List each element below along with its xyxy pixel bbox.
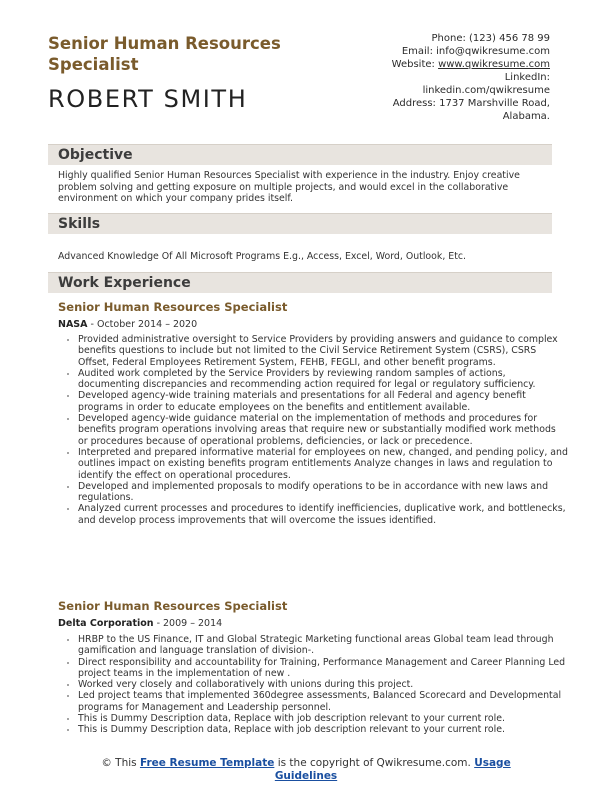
list-item: • Interpreted and prepared informative material for employees on new, changed, and pending policy, and outlines impact on existing benefits program entitlements Analyze changes in laws and regulation to identify the effect on operational procedures. — [78, 447, 568, 481]
contact-website — [320, 58, 550, 71]
list-item: • This is Dummy Description data, Replace with job description relevant to your current role. — [78, 713, 568, 724]
contact-address-line2: Alabama. — [502, 111, 550, 122]
list-item: • Led project teams that implemented 360degree assessments, Balanced Scorecard and Developmental programs for Management and Leadership personnel. — [78, 690, 568, 713]
job-1-company: NASA — [58, 319, 88, 330]
list-item: • Audited work completed by the Service Providers by reviewing random samples of actions, documenting discrepancies and recommending action required for legal or regulatory sufficiency. — [78, 368, 568, 391]
skills-section-header — [48, 213, 552, 234]
website-label: Website: — [391, 59, 439, 70]
job-2-company-line — [58, 618, 222, 630]
contact-address-line1: Address: 1737 Marshville Road, — [392, 98, 550, 109]
job-1-dates: - October 2014 – 2020 — [87, 319, 198, 330]
job-1-company-line — [58, 319, 197, 331]
header-job-title: Senior Human Resources Specialist — [48, 34, 281, 74]
experience-section-header — [48, 272, 552, 293]
contact-email: Email: info@qwikresume.com — [401, 46, 550, 57]
job-2-dates: - 2009 – 2014 — [153, 618, 223, 629]
list-item: • This is Dummy Description data, Replace with job description relevant to your current role. — [78, 724, 568, 735]
free-resume-template-link[interactable]: Free Resume Template — [139, 757, 275, 769]
objective-text: Highly qualified Senior Human Resources Specialist with experience in the industry. Enjoy creative problem solving and getting exposure on multiple projects, and would excel in the collaborative environment on which your company prides itself. — [58, 170, 520, 205]
footer-copyright — [48, 757, 564, 783]
job-1-bullets — [62, 334, 568, 526]
list-item: • Worked very closely and collaboratively with unions during this project. — [78, 679, 568, 690]
objective-heading: Objective — [58, 147, 133, 163]
usage-guidelines-link-part2[interactable]: Guidelines — [274, 770, 338, 782]
footer-middle: is the copyright of Qwikresume.com. — [274, 757, 475, 769]
list-item: • Developed agency-wide training materials and presentations for all Federal and agency benefit programs in order to educate employees on the benefits and entitlement available. — [78, 390, 568, 413]
objective-section-header — [48, 144, 552, 165]
contact-linkedin-label: LinkedIn: — [504, 72, 550, 83]
list-item: • Developed and implemented proposals to modify operations to be in accordance with new laws and regulations. — [78, 481, 568, 504]
experience-heading: Work Experience — [58, 275, 191, 291]
usage-guidelines-link-part1[interactable]: Usage — [474, 757, 511, 769]
skills-heading: Skills — [58, 216, 101, 232]
skills-text: Advanced Knowledge Of All Microsoft Programs E.g., Access, Excel, Word, Outlook, Etc. — [58, 251, 467, 262]
footer-prefix: © This — [101, 757, 140, 769]
job-2-role: Senior Human Resources Specialist — [58, 599, 288, 613]
job-2-bullets — [62, 634, 568, 736]
job-2-company: Delta Corporation — [58, 618, 154, 629]
contact-phone: Phone: (123) 456 78 99 — [431, 33, 550, 44]
list-item: • HRBP to the US Finance, IT and Global Strategic Marketing functional areas Global team lead through gamification and language translation of division-. — [78, 634, 568, 657]
list-item: • Direct responsibility and accountability for Training, Performance Management and Career Planning Led project teams in the implementation of new . — [78, 657, 568, 680]
job-1-role: Senior Human Resources Specialist — [58, 300, 288, 314]
contact-block — [320, 32, 550, 123]
list-item: • Analyzed current processes and procedures to identify inefficiencies, duplicative work, and bottlenecks, and develop process improvements that will overcome the issues identified. — [78, 503, 568, 526]
list-item: • Developed agency-wide guidance material on the implementation of methods and procedures for benefits program operations involving areas that require new or substantially modified work methods or procedures because of operational problems, deficiencies, or lack or precedence. — [78, 413, 568, 447]
contact-linkedin-url: linkedin.com/qwikresume — [422, 85, 550, 96]
candidate-name: ROBERT SMITH — [48, 85, 248, 113]
website-link[interactable]: www.qwikresume.com — [438, 59, 550, 70]
list-item: • Provided administrative oversight to Service Providers by providing answers and guidance to complex benefits questions to include but not limited to the Civil Service Retirement System (CSRS), CSRS Offset, Federal Employees Retirement System, FEHB, FEGLI, and other benefit programs. — [78, 334, 568, 368]
